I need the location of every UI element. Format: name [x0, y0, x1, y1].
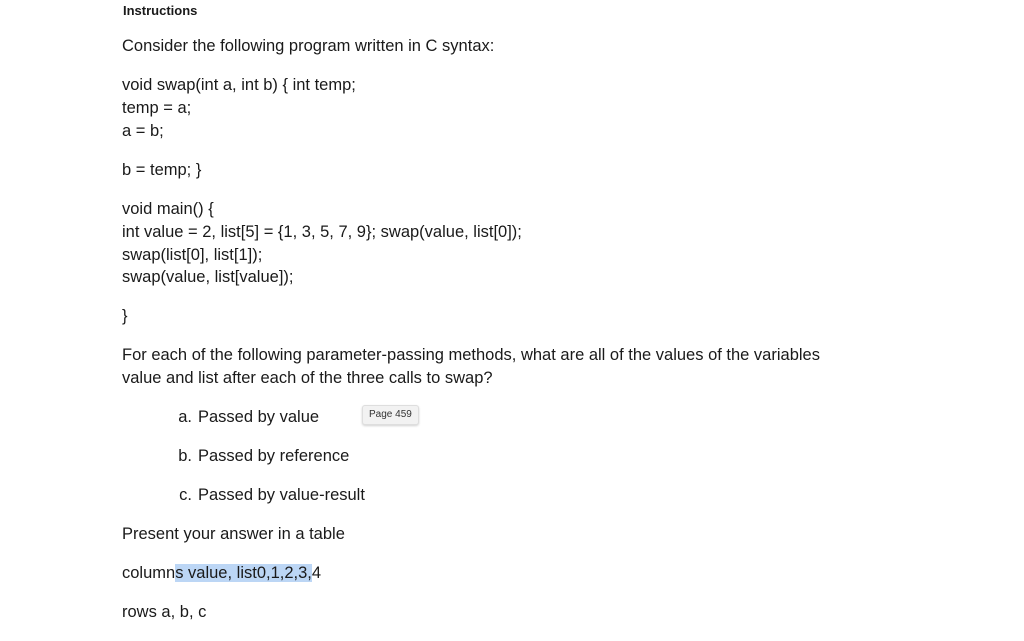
- code-main-line-1: int value = 2, list[5] = {1, 3, 5, 7, 9}; swap(value, list[0]);: [122, 223, 522, 241]
- rows-text: rows a, b, c: [122, 603, 207, 621]
- columns-text-start: column: [122, 564, 176, 582]
- columns-text-end: 4: [311, 564, 322, 582]
- method-label: Passed by reference: [198, 447, 350, 465]
- method-item-c: [172, 484, 365, 507]
- intro-text: Consider the following program written in C syntax:: [122, 37, 495, 55]
- code-swap-line-1: temp = a;: [122, 99, 192, 117]
- page-number-badge: Page 459: [362, 405, 419, 425]
- method-item-b: [172, 445, 349, 468]
- code-main-line-3: swap(value, list[value]);: [122, 268, 294, 286]
- method-label: Passed by value: [198, 408, 320, 426]
- code-swap-line-2: a = b;: [122, 122, 164, 140]
- code-swap-signature: void swap(int a, int b) { int temp;: [122, 76, 356, 94]
- code-swap-end: b = temp; }: [122, 161, 202, 179]
- present-instruction: Present your answer in a table: [122, 525, 345, 543]
- code-main-end: }: [122, 307, 128, 325]
- code-main-line-2: swap(list[0], list[1]);: [122, 246, 263, 264]
- instructions-heading: Instructions: [123, 3, 198, 18]
- method-label: Passed by value-result: [198, 486, 365, 504]
- method-marker: b.: [178, 447, 192, 465]
- method-marker: a.: [178, 408, 192, 426]
- code-main-signature: void main() {: [122, 200, 214, 218]
- method-marker: c.: [179, 486, 192, 504]
- method-item-a: [172, 406, 319, 429]
- columns-text[interactable]: [122, 562, 321, 585]
- question-line-1: For each of the following parameter-passing methods, what are all of the values of the variables: [122, 346, 820, 364]
- text-selection-highlight[interactable]: s value, list0,1,2,3,: [175, 564, 312, 582]
- question-line-2: value and list after each of the three calls to swap?: [122, 369, 493, 387]
